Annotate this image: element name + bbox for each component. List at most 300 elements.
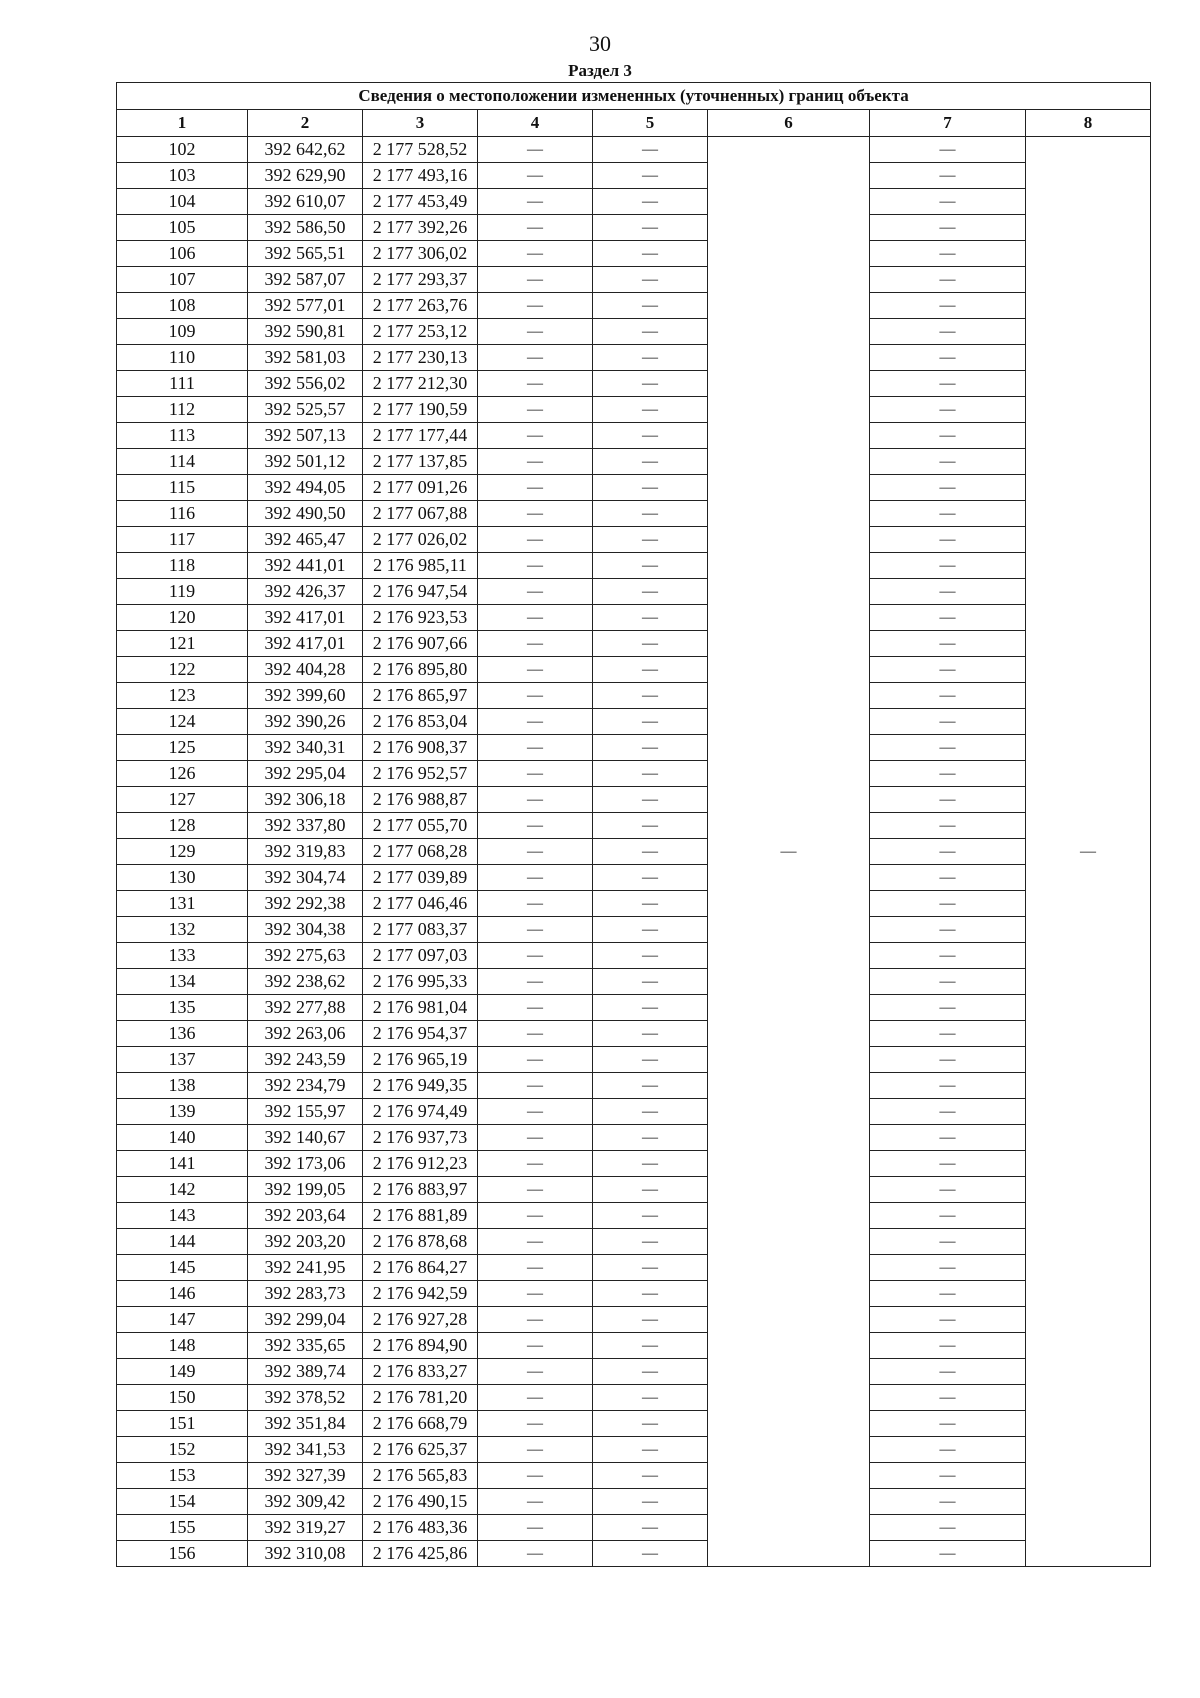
table-row (117, 345, 1151, 371)
table-row (117, 423, 1151, 449)
column-5-value: — (593, 319, 708, 345)
column-4-value: — (478, 787, 593, 813)
column-7-value: — (870, 1437, 1026, 1463)
coordinate-x: 392 327,39 (248, 1463, 363, 1489)
column-4-value: — (478, 501, 593, 527)
column-5-value: — (593, 1359, 708, 1385)
column-7-value: — (870, 709, 1026, 735)
table-row (117, 1151, 1151, 1177)
column-5-value: — (593, 917, 708, 943)
column-7-value: — (870, 1073, 1026, 1099)
column-5-value: — (593, 787, 708, 813)
coordinate-x: 392 490,50 (248, 501, 363, 527)
coordinate-x: 392 203,20 (248, 1229, 363, 1255)
coordinate-x: 392 586,50 (248, 215, 363, 241)
coordinate-y: 2 176 833,27 (363, 1359, 478, 1385)
column-5-value: — (593, 475, 708, 501)
table-row (117, 787, 1151, 813)
coordinate-x: 392 441,01 (248, 553, 363, 579)
coordinate-y: 2 176 954,37 (363, 1021, 478, 1047)
column-4-value: — (478, 683, 593, 709)
column-7-value: — (870, 1281, 1026, 1307)
point-number: 129 (117, 839, 248, 865)
point-number: 137 (117, 1047, 248, 1073)
table-row (117, 215, 1151, 241)
column-7-value: — (870, 1229, 1026, 1255)
column-5-value: — (593, 553, 708, 579)
point-number: 145 (117, 1255, 248, 1281)
column-7-value: — (870, 969, 1026, 995)
point-number: 120 (117, 605, 248, 631)
column-5-value: — (593, 709, 708, 735)
coordinate-x: 392 629,90 (248, 163, 363, 189)
point-number: 102 (117, 137, 248, 163)
column-7-value: — (870, 319, 1026, 345)
coordinate-x: 392 404,28 (248, 657, 363, 683)
coordinate-y: 2 176 965,19 (363, 1047, 478, 1073)
point-number: 106 (117, 241, 248, 267)
column-5-value: — (593, 163, 708, 189)
point-number: 153 (117, 1463, 248, 1489)
coordinate-y: 2 176 483,36 (363, 1515, 478, 1541)
coordinate-x: 392 140,67 (248, 1125, 363, 1151)
coordinate-x: 392 426,37 (248, 579, 363, 605)
point-number: 152 (117, 1437, 248, 1463)
point-number: 148 (117, 1333, 248, 1359)
coordinate-y: 2 176 947,54 (363, 579, 478, 605)
column-4-value: — (478, 1333, 593, 1359)
coordinate-y: 2 177 026,02 (363, 527, 478, 553)
table-row (117, 371, 1151, 397)
column-5-value: — (593, 631, 708, 657)
table-row (117, 475, 1151, 501)
column-4-value: — (478, 1541, 593, 1567)
coordinate-y: 2 176 881,89 (363, 1203, 478, 1229)
coordinate-x: 392 243,59 (248, 1047, 363, 1073)
point-number: 115 (117, 475, 248, 501)
point-number: 105 (117, 215, 248, 241)
column-4-value: — (478, 215, 593, 241)
coordinate-y: 2 176 865,97 (363, 683, 478, 709)
coordinate-y: 2 177 091,26 (363, 475, 478, 501)
column-7-value: — (870, 397, 1026, 423)
column-number: 7 (870, 110, 1026, 137)
table-row (117, 1203, 1151, 1229)
point-number: 110 (117, 345, 248, 371)
table-row (117, 1021, 1151, 1047)
coordinate-y: 2 176 942,59 (363, 1281, 478, 1307)
column-7-value: — (870, 137, 1026, 163)
column-5-value: — (593, 293, 708, 319)
column-5-value: — (593, 449, 708, 475)
coordinate-x: 392 309,42 (248, 1489, 363, 1515)
point-number: 128 (117, 813, 248, 839)
table-row (117, 943, 1151, 969)
column-5-value: — (593, 1463, 708, 1489)
point-number: 132 (117, 917, 248, 943)
column-4-value: — (478, 995, 593, 1021)
point-number: 125 (117, 735, 248, 761)
coordinate-y: 2 176 894,90 (363, 1333, 478, 1359)
coordinate-y: 2 176 908,37 (363, 735, 478, 761)
point-number: 140 (117, 1125, 248, 1151)
coordinate-y: 2 176 952,57 (363, 761, 478, 787)
column-5-value: — (593, 1229, 708, 1255)
column-number: 3 (363, 110, 478, 137)
column-number: 2 (248, 110, 363, 137)
column-7-value: — (870, 917, 1026, 943)
point-number: 119 (117, 579, 248, 605)
table-row (117, 501, 1151, 527)
coordinate-x: 392 340,31 (248, 735, 363, 761)
coordinate-y: 2 176 565,83 (363, 1463, 478, 1489)
point-number: 154 (117, 1489, 248, 1515)
point-number: 127 (117, 787, 248, 813)
coordinate-x: 392 277,88 (248, 995, 363, 1021)
coordinate-x: 392 417,01 (248, 605, 363, 631)
column-4-value: — (478, 1307, 593, 1333)
column-7-value: — (870, 1385, 1026, 1411)
coordinate-y: 2 176 895,80 (363, 657, 478, 683)
column-5-value: — (593, 423, 708, 449)
table-row (117, 1541, 1151, 1567)
table-row (117, 1333, 1151, 1359)
column-4-value: — (478, 943, 593, 969)
column-4-value: — (478, 423, 593, 449)
table-row (117, 1437, 1151, 1463)
point-number: 134 (117, 969, 248, 995)
coordinate-y: 2 176 883,97 (363, 1177, 478, 1203)
column-5-value: — (593, 345, 708, 371)
column-4-value: — (478, 371, 593, 397)
point-number: 151 (117, 1411, 248, 1437)
column-7-value: — (870, 1411, 1026, 1437)
column-5-value: — (593, 1437, 708, 1463)
column-5-value: — (593, 1125, 708, 1151)
boundary-coordinates-table (116, 82, 1151, 1567)
table-row (117, 683, 1151, 709)
coordinate-y: 2 176 425,86 (363, 1541, 478, 1567)
table-row (117, 1307, 1151, 1333)
coordinate-y: 2 176 988,87 (363, 787, 478, 813)
point-number: 143 (117, 1203, 248, 1229)
column-5-value: — (593, 501, 708, 527)
point-number: 108 (117, 293, 248, 319)
column-4-value: — (478, 891, 593, 917)
column-5-value: — (593, 657, 708, 683)
coordinate-y: 2 176 490,15 (363, 1489, 478, 1515)
column-7-value: — (870, 865, 1026, 891)
column-5-value: — (593, 1151, 708, 1177)
column-7-value: — (870, 423, 1026, 449)
table-row (117, 631, 1151, 657)
column-7-value: — (870, 1177, 1026, 1203)
coordinate-x: 392 306,18 (248, 787, 363, 813)
column-4-value: — (478, 1359, 593, 1385)
coordinate-x: 392 155,97 (248, 1099, 363, 1125)
column-5-value: — (593, 943, 708, 969)
coordinate-x: 392 587,07 (248, 267, 363, 293)
point-number: 111 (117, 371, 248, 397)
table-row (117, 1125, 1151, 1151)
point-number: 116 (117, 501, 248, 527)
column-4-value: — (478, 579, 593, 605)
coordinate-x: 392 335,65 (248, 1333, 363, 1359)
column-number: 4 (478, 110, 593, 137)
coordinate-x: 392 234,79 (248, 1073, 363, 1099)
coordinate-x: 392 417,01 (248, 631, 363, 657)
column-7-value: — (870, 1541, 1026, 1567)
column-7-value: — (870, 631, 1026, 657)
column-5-value: — (593, 1021, 708, 1047)
column-8-merged-value: — (1026, 137, 1151, 1567)
coordinate-y: 2 176 781,20 (363, 1385, 478, 1411)
column-7-value: — (870, 241, 1026, 267)
column-5-value: — (593, 1073, 708, 1099)
column-4-value: — (478, 527, 593, 553)
column-7-value: — (870, 735, 1026, 761)
point-number: 117 (117, 527, 248, 553)
table-row (117, 189, 1151, 215)
column-7-value: — (870, 1307, 1026, 1333)
coordinate-y: 2 176 878,68 (363, 1229, 478, 1255)
coordinate-x: 392 465,47 (248, 527, 363, 553)
column-number-row (117, 110, 1151, 137)
coordinate-x: 392 337,80 (248, 813, 363, 839)
coordinate-y: 2 177 083,37 (363, 917, 478, 943)
point-number: 118 (117, 553, 248, 579)
point-number: 147 (117, 1307, 248, 1333)
column-7-value: — (870, 839, 1026, 865)
column-7-value: — (870, 683, 1026, 709)
point-number: 130 (117, 865, 248, 891)
table-row (117, 1359, 1151, 1385)
table-row (117, 1281, 1151, 1307)
column-7-value: — (870, 1151, 1026, 1177)
coordinate-x: 392 399,60 (248, 683, 363, 709)
column-4-value: — (478, 293, 593, 319)
table-row (117, 579, 1151, 605)
point-number: 135 (117, 995, 248, 1021)
column-5-value: — (593, 215, 708, 241)
coordinate-y: 2 177 055,70 (363, 813, 478, 839)
column-7-value: — (870, 345, 1026, 371)
table-row (117, 241, 1151, 267)
coordinate-y: 2 176 974,49 (363, 1099, 478, 1125)
column-4-value: — (478, 163, 593, 189)
column-5-value: — (593, 865, 708, 891)
column-4-value: — (478, 605, 593, 631)
column-4-value: — (478, 1021, 593, 1047)
column-5-value: — (593, 1307, 708, 1333)
coordinate-x: 392 238,62 (248, 969, 363, 995)
table-row (117, 735, 1151, 761)
coordinate-y: 2 177 263,76 (363, 293, 478, 319)
coordinate-y: 2 176 937,73 (363, 1125, 478, 1151)
column-4-value: — (478, 917, 593, 943)
column-7-value: — (870, 267, 1026, 293)
column-7-value: — (870, 371, 1026, 397)
column-7-value: — (870, 1333, 1026, 1359)
column-4-value: — (478, 1047, 593, 1073)
point-number: 107 (117, 267, 248, 293)
column-7-value: — (870, 813, 1026, 839)
coordinate-x: 392 577,01 (248, 293, 363, 319)
table-row (117, 527, 1151, 553)
coordinate-y: 2 176 864,27 (363, 1255, 478, 1281)
column-7-value: — (870, 1359, 1026, 1385)
table-caption: Сведения о местоположении измененных (уточненных) границ объекта (117, 83, 1151, 110)
column-5-value: — (593, 891, 708, 917)
column-number: 8 (1026, 110, 1151, 137)
column-4-value: — (478, 449, 593, 475)
table-row (117, 1255, 1151, 1281)
column-7-value: — (870, 761, 1026, 787)
column-7-value: — (870, 1203, 1026, 1229)
column-5-value: — (593, 1541, 708, 1567)
coordinate-y: 2 177 306,02 (363, 241, 478, 267)
column-7-value: — (870, 553, 1026, 579)
coordinate-x: 392 378,52 (248, 1385, 363, 1411)
coordinate-y: 2 176 912,23 (363, 1151, 478, 1177)
coordinate-x: 392 263,06 (248, 1021, 363, 1047)
column-4-value: — (478, 735, 593, 761)
column-5-value: — (593, 1203, 708, 1229)
table-row (117, 397, 1151, 423)
column-7-value: — (870, 1047, 1026, 1073)
table-row (117, 1047, 1151, 1073)
column-5-value: — (593, 1515, 708, 1541)
column-5-value: — (593, 1099, 708, 1125)
table-row (117, 1385, 1151, 1411)
column-7-value: — (870, 657, 1026, 683)
coordinate-x: 392 304,38 (248, 917, 363, 943)
column-5-value: — (593, 397, 708, 423)
table-row (117, 1073, 1151, 1099)
column-4-value: — (478, 1411, 593, 1437)
column-5-value: — (593, 839, 708, 865)
point-number: 141 (117, 1151, 248, 1177)
coordinate-y: 2 177 453,49 (363, 189, 478, 215)
coordinate-y: 2 177 293,37 (363, 267, 478, 293)
point-number: 104 (117, 189, 248, 215)
column-5-value: — (593, 1281, 708, 1307)
column-4-value: — (478, 761, 593, 787)
point-number: 133 (117, 943, 248, 969)
table-row (117, 1229, 1151, 1255)
column-7-value: — (870, 1021, 1026, 1047)
coordinate-y: 2 177 253,12 (363, 319, 478, 345)
coordinate-y: 2 177 190,59 (363, 397, 478, 423)
coordinate-x: 392 581,03 (248, 345, 363, 371)
coordinate-y: 2 177 137,85 (363, 449, 478, 475)
table-row (117, 1515, 1151, 1541)
table-row (117, 267, 1151, 293)
column-4-value: — (478, 1203, 593, 1229)
column-5-value: — (593, 813, 708, 839)
column-7-value: — (870, 293, 1026, 319)
column-4-value: — (478, 657, 593, 683)
coordinate-x: 392 310,08 (248, 1541, 363, 1567)
column-4-value: — (478, 1463, 593, 1489)
point-number: 146 (117, 1281, 248, 1307)
column-4-value: — (478, 1151, 593, 1177)
column-4-value: — (478, 1073, 593, 1099)
column-5-value: — (593, 241, 708, 267)
coordinate-x: 392 295,04 (248, 761, 363, 787)
column-4-value: — (478, 1385, 593, 1411)
point-number: 155 (117, 1515, 248, 1541)
coordinate-y: 2 176 923,53 (363, 605, 478, 631)
column-4-value: — (478, 1125, 593, 1151)
column-4-value: — (478, 1515, 593, 1541)
column-4-value: — (478, 345, 593, 371)
column-4-value: — (478, 241, 593, 267)
point-number: 131 (117, 891, 248, 917)
point-number: 123 (117, 683, 248, 709)
column-7-value: — (870, 605, 1026, 631)
coordinate-y: 2 177 392,26 (363, 215, 478, 241)
column-4-value: — (478, 1229, 593, 1255)
coordinate-y: 2 177 068,28 (363, 839, 478, 865)
column-4-value: — (478, 1099, 593, 1125)
column-4-value: — (478, 969, 593, 995)
coordinate-x: 392 507,13 (248, 423, 363, 449)
coordinate-x: 392 173,06 (248, 1151, 363, 1177)
coordinate-x: 392 319,83 (248, 839, 363, 865)
column-5-value: — (593, 189, 708, 215)
table-row (117, 761, 1151, 787)
point-number: 126 (117, 761, 248, 787)
point-number: 136 (117, 1021, 248, 1047)
column-4-value: — (478, 319, 593, 345)
coordinate-x: 392 283,73 (248, 1281, 363, 1307)
column-4-value: — (478, 1437, 593, 1463)
coordinate-x: 392 292,38 (248, 891, 363, 917)
column-4-value: — (478, 631, 593, 657)
column-7-value: — (870, 579, 1026, 605)
coordinate-y: 2 177 177,44 (363, 423, 478, 449)
column-5-value: — (593, 683, 708, 709)
column-7-value: — (870, 1515, 1026, 1541)
coordinate-y: 2 177 039,89 (363, 865, 478, 891)
coordinate-y: 2 177 046,46 (363, 891, 478, 917)
column-7-value: — (870, 475, 1026, 501)
column-number: 5 (593, 110, 708, 137)
column-5-value: — (593, 267, 708, 293)
coordinate-y: 2 176 995,33 (363, 969, 478, 995)
column-7-value: — (870, 449, 1026, 475)
column-6-merged-value: — (708, 137, 870, 1567)
coordinate-x: 392 390,26 (248, 709, 363, 735)
coordinate-x: 392 199,05 (248, 1177, 363, 1203)
table-row (117, 813, 1151, 839)
column-7-value: — (870, 891, 1026, 917)
coordinate-y: 2 177 067,88 (363, 501, 478, 527)
point-number: 150 (117, 1385, 248, 1411)
coordinate-x: 392 525,57 (248, 397, 363, 423)
table-row (117, 839, 1151, 865)
column-number: 1 (117, 110, 248, 137)
table-row (117, 163, 1151, 189)
coordinate-y: 2 176 625,37 (363, 1437, 478, 1463)
coordinate-x: 392 642,62 (248, 137, 363, 163)
table-row (117, 553, 1151, 579)
coordinate-x: 392 501,12 (248, 449, 363, 475)
point-number: 149 (117, 1359, 248, 1385)
point-number: 109 (117, 319, 248, 345)
column-number: 6 (708, 110, 870, 137)
